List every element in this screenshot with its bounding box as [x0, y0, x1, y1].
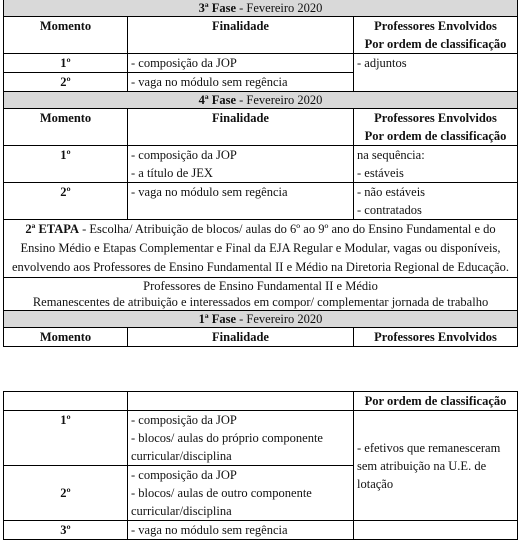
finalidade-cell — [128, 146, 354, 183]
header-row — [4, 328, 518, 347]
finalidade-cell — [128, 411, 354, 466]
professores-cell — [354, 183, 518, 220]
header-row — [4, 109, 518, 146]
empty-header-cell — [128, 392, 354, 411]
momento-cell: 2º — [4, 466, 128, 521]
momento-cell: 1º — [4, 411, 128, 466]
table-row — [4, 146, 518, 183]
header-prof-line2: Por ordem de classificação — [364, 37, 507, 51]
header-row — [4, 392, 518, 411]
table-row — [4, 54, 518, 73]
bottom-table — [3, 391, 518, 540]
empty-header-cell — [4, 392, 128, 411]
finalidade-line: - blocos/ aulas de outro componente — [131, 486, 312, 500]
finalidade-cell: - composição da JOP — [128, 54, 354, 73]
header-professores: Professores Envolvidos — [354, 328, 518, 347]
etapa-row — [4, 220, 518, 278]
momento-cell: 1º — [4, 54, 128, 73]
professores-line: - não estáveis — [357, 185, 426, 199]
finalidade-line: - blocos/ aulas do próprio componente — [131, 431, 323, 445]
phase4-title-row — [4, 92, 518, 109]
finalidade-line: - composição da JOP — [131, 148, 237, 162]
momento-cell: 2º — [4, 73, 128, 92]
finalidade-line: - composição da JOP — [131, 413, 237, 427]
finalidade-cell: - vaga no módulo sem regência — [128, 183, 354, 220]
professores-line: sem atribuição na U.E. de — [357, 458, 487, 473]
phase3-label: 3ª Fase — [198, 1, 236, 15]
header-momento: Momento — [4, 328, 128, 347]
header-ordem-classificacao: Por ordem de classificação — [354, 392, 518, 411]
finalidade-cell — [128, 466, 354, 521]
professores-cell: - adjuntos — [354, 54, 518, 92]
etapa-label: 2ª ETAPA — [25, 222, 79, 236]
professores-cell — [354, 146, 518, 183]
phase4-title — [4, 92, 518, 109]
header-finalidade: Finalidade — [128, 17, 354, 54]
phase1-date: - Fevereiro 2020 — [236, 312, 323, 326]
subtitle-row — [4, 278, 518, 311]
momento-cell: 3º — [4, 521, 128, 540]
phase3-title — [4, 0, 518, 17]
header-momento: Momento — [4, 109, 128, 146]
header-prof-line1: Professores Envolvidos — [374, 19, 497, 33]
momento-cell: 1º — [4, 146, 128, 183]
table-row — [4, 411, 518, 466]
professores-line: - contratados — [357, 203, 422, 217]
finalidade-line: - composição da JOP — [131, 468, 237, 482]
header-momento: Momento — [4, 17, 128, 54]
professores-cell — [354, 411, 518, 521]
phase4-date: - Fevereiro 2020 — [236, 93, 323, 107]
top-table — [3, 0, 518, 347]
professores-line: na sequência: — [357, 148, 425, 162]
finalidade-line: - a título de JEX — [131, 166, 213, 180]
finalidade-line: curricular/disciplina — [131, 449, 232, 463]
professores-line: lotação — [357, 476, 394, 491]
header-finalidade: Finalidade — [128, 109, 354, 146]
professores-line: - efetivos que remanesceram — [357, 440, 501, 455]
subtitle-line2: Remanescentes de atribuição e interessados em compor/ complementar jornada de trabalho — [32, 295, 489, 309]
header-professores — [354, 17, 518, 54]
professores-line: - estáveis — [357, 166, 404, 180]
phase4-label: 4ª Fase — [198, 93, 236, 107]
header-finalidade: Finalidade — [128, 328, 354, 347]
phase1-title-row — [4, 311, 518, 328]
empty-cell — [354, 521, 518, 540]
table-row — [4, 183, 518, 220]
etapa-text: - Escolha/ Atribuição de blocos/ aulas do 6º ao 9º ano do Ensino Fundamental e do Ensino Médio e Etapas Complementar e Final da EJA Regular e Modular, vagas ou disponíveis, envolvendo aos Professores de Ensino Fundamental II e Médio na Diretoria Regional de Educação. — [11, 222, 510, 274]
subtitle-cell — [4, 278, 518, 311]
header-prof-line2: Por ordem de classificação — [364, 129, 507, 143]
table-row — [4, 521, 518, 540]
subtitle-line1: Professores de Ensino Fundamental II e Médio — [143, 279, 378, 293]
finalidade-cell: - vaga no módulo sem regência — [128, 521, 354, 540]
header-professores — [354, 109, 518, 146]
etapa-description — [4, 220, 518, 278]
phase3-date: - Fevereiro 2020 — [236, 1, 323, 15]
momento-cell: 2º — [4, 183, 128, 220]
finalidade-cell: - vaga no módulo sem regência — [128, 73, 354, 92]
header-prof-line1: Professores Envolvidos — [374, 111, 497, 125]
finalidade-line: curricular/disciplina — [131, 504, 232, 518]
phase1-label: 1ª Fase — [198, 312, 236, 326]
header-row — [4, 17, 518, 54]
phase3-title-row — [4, 0, 518, 17]
phase1-title — [4, 311, 518, 328]
